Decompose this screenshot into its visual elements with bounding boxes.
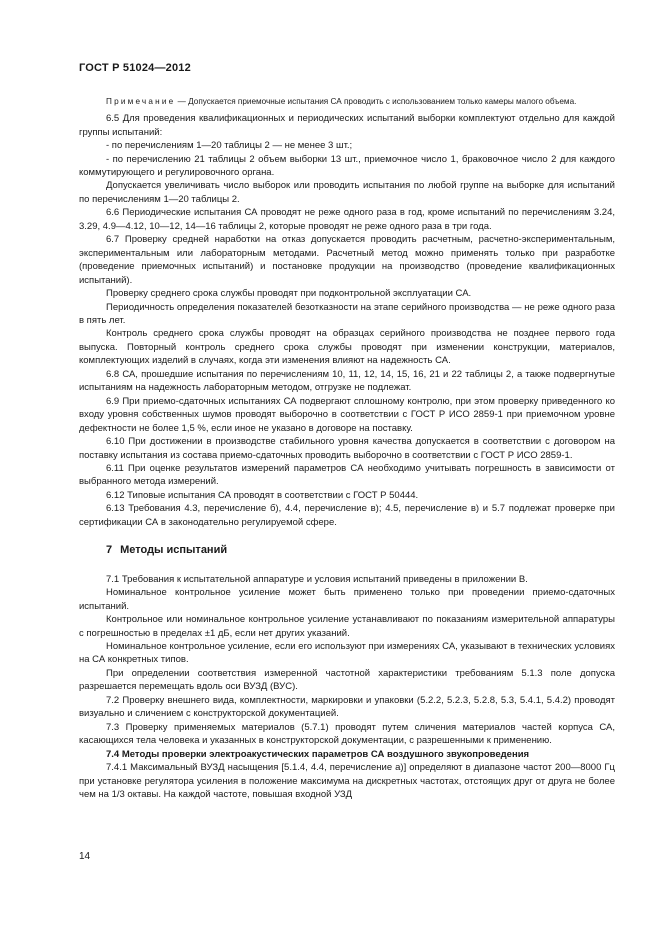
body-paragraph: 6.7 Проверку средней наработки на отказ допускается проводить расчетным, расчетно-экспериментальным, экспериментальным или лабораторным методами. Расчетный метод можно применять только при разработке (проведение приемочных испытаний) и постановке продукции на производство (проведение квалификационных испытаний). [79,234,615,286]
body-paragraph: 6.5 Для проведения квалификационных и периодических испытаний выборки комплектуют отдельно для каждой группы испытаний: [79,113,615,138]
body-paragraph: Номинальное контрольное усиление может быть применено только при проведении приемо-сдаточных испытаний. [79,587,615,612]
body-paragraph: - по перечислениям 1—20 таблицы 2 — не менее 3 шт.; [106,140,353,152]
body-paragraph: 6.13 Требования 4.3, перечисление б), 4.4, перечисление в); 4.5, перечисление в) и 5.7 подлежат проверке при сертификации СА в законодательно регулируемой сфере. [79,503,615,528]
body-paragraph: 6.12 Типовые испытания СА проводят в соответствии с ГОСТ Р 50444. [106,489,419,501]
body-paragraph: - по перечислению 21 таблицы 2 объем выборки 13 шт., приемочное число 1, браковочное число 2 для каждого коммутирующего и регулировочного органа. [79,153,615,179]
body-paragraph: Номинальное контрольное усиление, если его используют при измерениях СА, указывают в технических условиях на СА конкретных типов. [79,640,615,666]
body-paragraph: 7.1 Требования к испытательной аппаратуре и условия испытаний приведены в приложении В. [106,573,528,585]
note-paragraph [79,96,615,108]
body-paragraph: 6.10 При достижении в производстве стабильного уровня качества допускается в соответствии с договором на поставку испытания из состава приемо-сдаточных проводить выборочно в соответствии с ГОСТ Р ИСО 2859-1. [79,436,615,461]
body-paragraph: Периодичность определения показателей безотказности на этапе серийного производства — не реже одного раза в пять лет. [79,301,615,326]
section-heading [106,544,615,557]
document-header: ГОСТ Р 51024—2012 [79,62,191,74]
note-lead: Примечание [106,97,176,106]
note-text: — Допускается приемочные испытания СА проводить с использованием только камеры малого объема. [175,97,577,106]
body-paragraph: Проверку среднего срока службы проводят при подконтрольной эксплуатации СА. [106,288,472,300]
body-paragraph: При определении соответствия измеренной частотной характеристики требованиям 5.1.3 поле допуска разрешается перемещать вдоль оси ВУЗД (ВУС). [79,667,615,693]
subsection-heading: 7.4 Методы проверки электроакустических параметров СА воздушного звукопроведения [106,748,530,760]
paragraph-group-7-4 [79,761,615,801]
section-title: Методы испытаний [120,544,228,557]
body-paragraph: Контроль среднего срока службы проводят на образцах серийного производства не позднее первого года выпуска. Повторный контроль среднего срока службы проводят при изменении конструкции, материалов, комплектующих изделий в случаях, когда эти изменения влияют на надежность СА. [79,328,615,367]
body-paragraph: Допускается увеличивать число выборок или проводить испытания по любой группе на выборке для испытаний по перечислениям 1—20 таблицы 2. [79,180,615,205]
body-paragraph: 7.3 Проверку применяемых материалов (5.7.1) проводят путем сличения материалов частей корпуса СА, касающихся тела человека и указанных в конструкторской документации, с разрешенными к применению. [79,721,615,747]
body-paragraph: 7.2 Проверку внешнего вида, комплектности, маркировки и упаковки (5.2.2, 5.2.3, 5.2.8, 5.3, 5.4.1, 5.4.2) проводят визуально и сличением с конструкторской документацией. [79,694,615,720]
body-paragraph: 6.8 СА, прошедшие испытания по перечислениям 10, 11, 12, 14, 15, 16, 21 и 22 таблицы 2, а также подвергнутые испытаниям на надежность лабораторным методом, отгрузке не подлежат. [79,368,615,394]
body-paragraph: 6.9 При приемо-сдаточных испытаниях СА подвергают сплошному контролю, при этом проверку приведенного ко входу уровня собственных шумов проводят выборочно в соответствии с ГОСТ Р ИСО 2859-1 при приемочном уровне дефектности не более 1,5 %, если иное не указано в договоре на поставку. [79,395,615,434]
body-paragraph: Контрольное или номинальное контрольное усиление устанавливают по показаниям измерительной аппаратуры с погрешностью в пределах ±1 дБ, если нет других указаний. [79,614,615,639]
paragraph-group-7 [79,573,615,748]
body-paragraph: 6.11 При оценке результатов измерений параметров СА необходимо учитывать погрешность в зависимости от выбранного метода измерений. [79,462,615,488]
body-paragraph: 7.4.1 Максимальный ВУЗД насыщения [5.1.4, 4.4, перечисление а)] определяют в диапазоне частот 200—8000 Гц при установке регулятора усиления в положение максимума на дискретных частотах, отстоящих друг от друга не более чем на 1/3 октавы. На каждой частоте, повышая входной УЗД [79,762,615,800]
section-number: 7 [106,544,113,557]
page-body [79,96,615,801]
body-paragraph: 6.6 Периодические испытания СА проводят не реже одного раза в год, кроме испытаний по перечислениям 3.24, 3.29, 4.9—4.12, 10—12, 14—16 таблицы 2, которые проводят не реже одного раза в три года. [79,207,615,232]
paragraph-group-6 [79,112,615,529]
page-number: 14 [79,851,91,862]
